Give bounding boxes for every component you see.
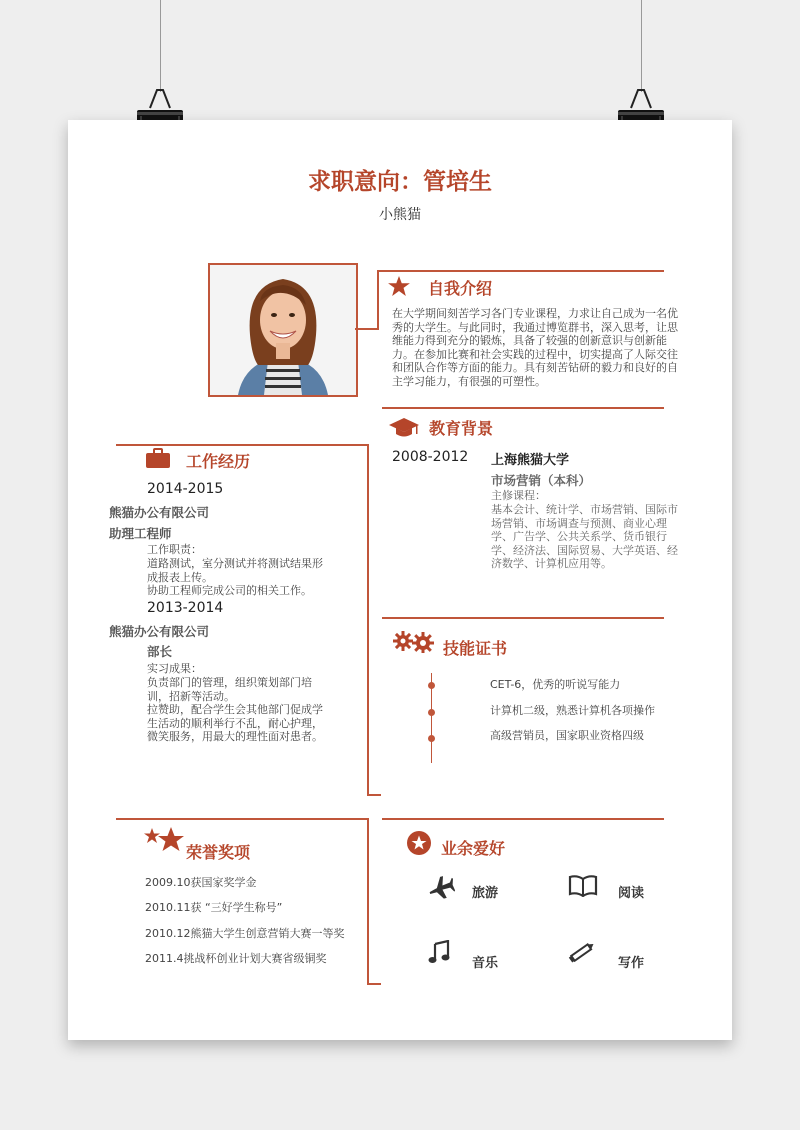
star-icon [388,276,410,296]
job-2-years: 2013-2014 [147,600,224,616]
skills-timeline-dot [428,709,435,716]
education-major: 市场营销（本科） [491,473,592,488]
pencil-icon [568,940,596,964]
honor-item-2: 2010.11获 “三好学生称号” [145,901,283,914]
skills-divider [382,617,664,619]
hobby-reading-label: 阅读 [618,886,645,901]
skills-timeline-dot [428,735,435,742]
hanging-string-left [160,0,161,92]
skills-title: 技能证书 [443,639,508,658]
honors-title: 荣誉奖项 [186,843,251,862]
honor-item-4: 2011.4挑战杯创业计划大赛省级铜奖 [145,952,327,965]
self-intro-body: 在大学期间刻苦学习各门专业课程，力求让自己成为一名优秀的大学生。与此同时，我通过博览群书，深入思考，让思维能力得到充分的锻炼，具备了较强的创新意识与创新能力。在参加比赛和社会实践的过程中，切实提高了人际交往和团队合作等方面的能力。具有刻苦钻研的毅力和良好的自主学习能力，有很强的可塑性。 [392,307,678,388]
education-years: 2008-2012 [392,449,469,465]
page-title: 求职意向：管培生 [308,169,492,195]
job-2-company: 熊猫办公有限公司 [109,624,210,639]
book-icon [568,875,598,897]
job-1-duty-label: 工作职责： [147,543,202,556]
job-2-duty-label: 实习成果： [147,662,202,675]
skills-timeline-dot [428,682,435,689]
education-divider [382,407,664,409]
candidate-name: 小熊猫 [379,207,421,223]
honors-divider [116,818,369,820]
skill-item-3: 高级营销员，国家职业资格四级 [490,729,644,742]
courses-label: 主修课程： [491,489,546,502]
skill-item-1: CET-6，优秀的听说写能力 [490,678,621,691]
skill-item-2: 计算机二级，熟悉计算机各项操作 [490,704,655,717]
work-title: 工作经历 [186,452,251,471]
job-1-company: 熊猫办公有限公司 [109,505,210,520]
honor-item-3: 2010.12熊猫大学生创意营销大赛一等奖 [145,927,345,940]
honor-item-1: 2009.10获国家奖学金 [145,876,257,889]
honors-bottom-tick [367,983,381,985]
hanging-string-right [641,0,642,92]
job-1-duties: 道路测试，室分测试并将测试结果形成报表上传。 协助工程师完成公司的相关工作。 [147,557,323,597]
hobby-writing-label: 写作 [618,956,645,971]
photo-connector-vertical [377,272,379,330]
job-1-position: 助理工程师 [109,526,172,541]
gears-icon [393,631,435,653]
briefcase-icon [146,448,170,468]
job-1-years: 2014-2015 [147,481,224,497]
photo-connector-line [355,328,378,330]
hobby-travel-label: 旅游 [472,886,499,901]
honors-right-border [367,818,369,985]
portrait-image [210,265,356,395]
profile-photo [208,263,358,397]
hobby-music-label: 音乐 [472,956,499,971]
work-divider [116,444,369,446]
hobbies-divider [382,818,664,820]
courses-list: 基本会计、统计学、市场营销、国际市场营销、市场调查与预测、商业心理学、广告学、公共关系学、货币银行学、经济法、国际贸易、大学英语、经济数学、计算机应用等。 [491,503,678,570]
hobbies-title: 业余爱好 [441,839,506,858]
self-intro-title: 自我介绍 [428,279,493,298]
graduation-cap-icon [389,416,419,438]
stars-icon [143,826,185,852]
education-school: 上海熊猫大学 [491,453,570,468]
music-note-icon [428,940,450,964]
airplane-icon [427,875,455,901]
job-2-position: 部长 [147,644,173,659]
star-badge-icon [407,831,431,855]
job-2-duties: 负责部门的管理，组织策划部门培训，招新等活动。 拉赞助，配合学生会其他部门促成学生活动的顺利举行不乱，耐心护理，微笑服务，用最大的理性面对患者。 [147,676,323,743]
education-title: 教育背景 [429,419,494,438]
work-bottom-tick [367,794,381,796]
self-intro-divider [377,270,664,272]
work-right-border [367,444,369,796]
